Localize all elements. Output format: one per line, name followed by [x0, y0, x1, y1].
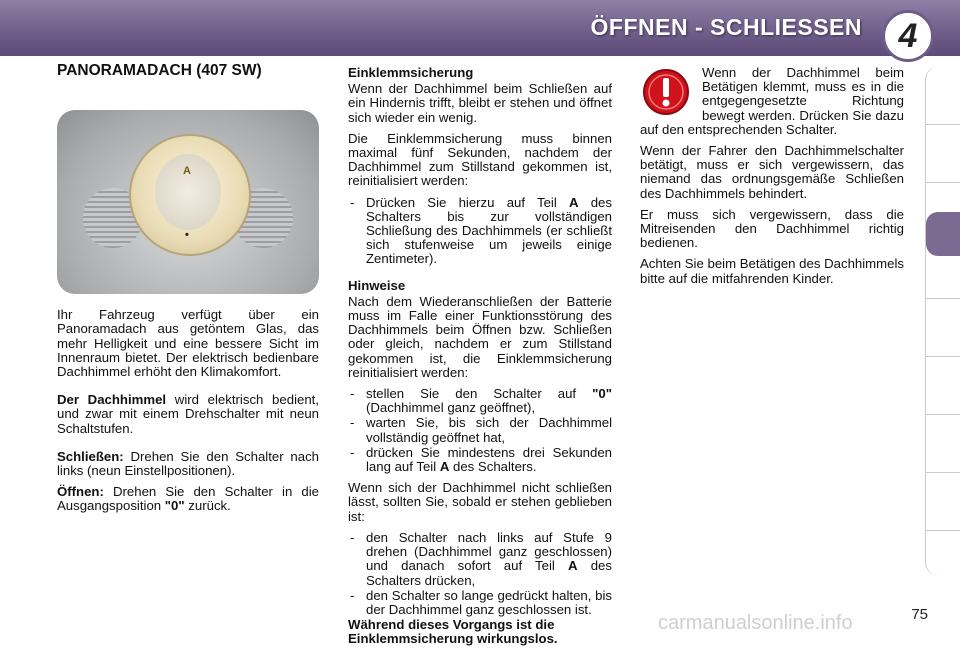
list-item: - drücken Sie mindestens drei Sekunden lang auf Teil A des Schalters.: [348, 446, 612, 474]
page-number: 75: [911, 606, 928, 623]
list-item: - den Schalter so lange gedrückt halten, bis der Dachhimmel ganz geschlossen ist.: [348, 589, 612, 617]
list-item: - warten Sie, bis sich der Dachhimmel vollständig geöffnet hat,: [348, 416, 612, 444]
open-label: Öffnen:: [57, 484, 104, 500]
anti-pinch-paragraph: Wenn der Dachhimmel beim Schließen auf ein Hindernis trifft, bleibt er stehen und öffnet sich wieder ein wenig.: [348, 81, 612, 125]
not-closing-steps: [348, 531, 612, 617]
close-text: Drehen Sie den Schalter nach links (neun Einstellpositionen).: [57, 448, 319, 479]
chapter-title: ÖFFNEN - SCHLIESSEN: [590, 14, 862, 40]
anti-pinch-heading: Einklemmsicherung: [348, 65, 474, 80]
chapter-number-badge: 4: [882, 10, 934, 62]
switch-mark-a: A: [183, 165, 191, 178]
active-chapter-tab: [926, 212, 960, 256]
passengers-paragraph: Er muss sich vergewissern, dass die Mitreisenden den Dachhimmel richtig bedienen.: [640, 206, 904, 251]
close-label: Schließen:: [57, 448, 124, 464]
jam-paragraph: Wenn der Dachhimmel beim Betätigen klemmt, muss es in die entgegengesetzte Richtung bewegt werden. Drücken Sie dazu auf den entsprechenden Schalter.: [640, 65, 904, 137]
open-paragraph: [57, 485, 319, 513]
reinit-steps: [348, 196, 612, 267]
dachhimmel-paragraph: [57, 393, 319, 436]
chapter-tabs: [925, 66, 960, 576]
warning-note: Während dieses Vorgangs ist die Einklemmsicherung wirkungslos.: [348, 617, 558, 647]
list-item: - Drücken Sie hierzu auf Teil A des Schalters bis zur vollständigen Schließung des Dachhimmels (er schließt sich stufenweise um jeweils einige Zentimeter).: [348, 196, 612, 267]
dachhimmel-text: wird elektrisch bedient, und zwar mit einem Drehschalter mit neun Schaltstufen.: [57, 392, 319, 436]
not-closing-paragraph: Wenn sich der Dachhimmel nicht schließen lässt, sollten Sie, sobald er stehen geblieben ist:: [348, 480, 612, 524]
open-text-end: zurück.: [184, 498, 231, 514]
driver-paragraph: Wenn der Fahrer den Dachhimmelschalter betätigt, muss er sich vergewissern, das niemand das ordnungsgemäße Schließen des Dachhimmels behindert.: [640, 143, 904, 201]
battery-steps: [348, 387, 612, 474]
column-middle: [348, 66, 612, 654]
close-paragraph: [57, 450, 319, 478]
column-left: [57, 64, 319, 521]
list-item: - stellen Sie den Schalter auf "0" (Dachhimmel ganz geöffnet),: [348, 387, 612, 415]
warning-icon: [642, 68, 690, 116]
notes-heading: Hinweise: [348, 277, 406, 293]
roof-switch-photo: [57, 110, 319, 294]
dachhimmel-label: Der Dachhimmel: [57, 392, 167, 408]
page-header: [0, 0, 960, 56]
open-text: Drehen Sie den Schalter in die Ausgangsposition: [57, 484, 319, 514]
battery-paragraph: Nach dem Wiederanschließen der Batterie muss im Falle einer Funktionsstörung des Dachhimmels beim Öffnen bzw. Schließen oder gleich, nachdem er zum Stillstand gekommen ist, die Einklemmsicherung reinitialisiert werden:: [348, 293, 612, 380]
intro-paragraph: Ihr Fahrzeug verfügt über ein Panoramadach aus getöntem Glas, das mehr Helligkeit und eine bessere Sicht im Innenraum bietet. Der elektrisch bedienbare Dachhimmel erhöht den Klimakomfort.: [57, 307, 319, 380]
open-position: "0": [164, 498, 185, 514]
switch-mark-dot: •: [185, 229, 189, 242]
column-right: [640, 66, 904, 293]
section-title: PANORAMADACH (407 SW): [57, 62, 262, 79]
list-item: - den Schalter nach links auf Stufe 9 drehen (Dachhimmel ganz geschlossen) und danach sofort auf Teil A des Schalters drücken,: [348, 531, 612, 588]
children-paragraph: Achten Sie beim Betätigen des Dachhimmels bitte auf die mitfahrenden Kinder.: [640, 256, 904, 286]
reinit-paragraph: Die Einklemmsicherung muss binnen maximal fünf Sekunden, nachdem der Dachhimmel zum Stillstand gekommen ist, reinitialisiert werden:: [348, 130, 612, 189]
watermark: carmanualsonline.info: [658, 612, 853, 634]
